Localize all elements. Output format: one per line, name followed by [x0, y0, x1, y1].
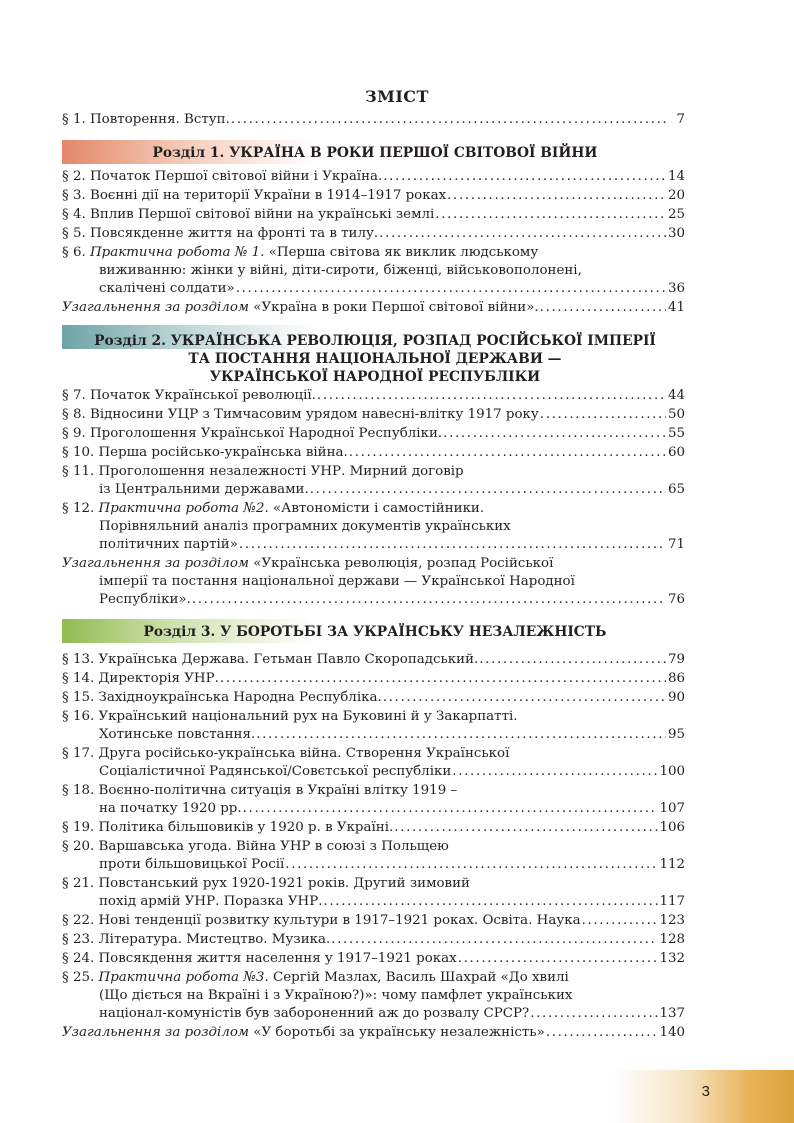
toc-entry-5[interactable]: [62, 225, 685, 243]
toc-entry-15[interactable]: [62, 689, 685, 707]
entry-page: 36: [667, 281, 685, 296]
entry-title: § 1. Повторення. Вступ.: [62, 112, 230, 127]
dot-leader: [546, 1024, 659, 1042]
entry-page: 123: [659, 913, 685, 928]
toc-entry-4[interactable]: [62, 206, 685, 224]
entry-page: 50: [667, 407, 685, 422]
entry-page: 90: [667, 690, 685, 705]
practical-work-label: Практична робота № 1.: [90, 245, 265, 260]
summary-label: Узагальнення за розділом: [62, 300, 249, 315]
dot-leader: [192, 591, 666, 609]
toc-entry-summary-1[interactable]: [62, 299, 685, 317]
summary-label: Узагальнення за розділом: [62, 556, 249, 571]
dot-leader: [530, 1005, 658, 1023]
entry-title: «Україна в роки Першої світової війни».: [253, 300, 539, 315]
dot-leader: [310, 481, 666, 499]
entry-title: § 2. Початок Першої світової війни і Україна.: [62, 169, 383, 184]
entry-page: 132: [659, 951, 685, 966]
toc-entry-24[interactable]: [62, 950, 685, 968]
entry-page: 60: [667, 445, 685, 460]
toc-entry-21[interactable]: [62, 875, 685, 911]
toc-entry-14[interactable]: [62, 670, 685, 688]
entry-page: 137: [659, 1006, 685, 1021]
entry-title: § 7. Початок Української революції.: [62, 388, 316, 403]
entry-page: 41: [667, 300, 685, 315]
section-2-heading: [62, 332, 688, 386]
section-2-heading-line: УКРАЇНСЬКОЇ НАРОДНОЇ РЕСПУБЛІКИ: [209, 369, 541, 385]
entry-title: Сергій Мазлах, Василь Шахрай «До хвилі: [272, 970, 569, 985]
entry-title-cont: Порівняльний аналіз програмних документів українських: [99, 519, 511, 534]
entry-title: § 13. Українська Держава. Гетьман Павло Скоропадський.: [62, 652, 479, 667]
entry-title-cont: на початку 1920 рр.: [99, 801, 242, 816]
entry-title: § 20. Варшавська угода. Війна УНР в союзі з Польщею: [62, 839, 449, 854]
dot-leader: [447, 187, 666, 205]
dot-leader: [243, 800, 659, 818]
entry-number: § 25.: [62, 970, 95, 985]
dot-leader: [540, 299, 666, 317]
toc-entry-summary-2[interactable]: [62, 555, 685, 609]
toc-entry-20[interactable]: [62, 838, 685, 874]
dot-leader: [239, 536, 666, 554]
dot-leader: [582, 912, 659, 930]
entry-title-cont: Хотинське повстання.: [99, 727, 256, 742]
entry-page: 100: [659, 764, 685, 779]
toc-entry-3[interactable]: [62, 187, 685, 205]
toc-entry-2[interactable]: [62, 168, 685, 186]
dot-leader: [383, 689, 666, 707]
section-2-heading-line: Розділ 2. УКРАЇНСЬКА РЕВОЛЮЦІЯ, РОЗПАД РОСІЙСЬКОЇ ІМПЕРІЇ: [94, 333, 656, 349]
dot-leader: [479, 651, 666, 669]
entry-title: § 8. Відносини УЦР з Тимчасовим урядом навесні-влітку 1917 року: [62, 407, 539, 422]
entry-title: § 24. Повсякдення життя населення у 1917–1921 роках: [62, 951, 457, 966]
dot-leader: [443, 425, 666, 443]
toc-entry-10[interactable]: [62, 444, 685, 462]
entry-title: § 19. Політика більшовиків у 1920 р. в Україні.: [62, 820, 394, 835]
toc-entry-16[interactable]: [62, 708, 685, 744]
toc-entry-13[interactable]: [62, 651, 685, 669]
entry-title-cont: (Що діється на Вкраїні і з Україною?)»: чому памфлет українських: [99, 988, 573, 1003]
toc-title: ЗМІСТ: [365, 87, 429, 106]
entry-number: § 12.: [62, 501, 95, 516]
entry-title-cont: похід армій УНР. Поразка УНР.: [99, 894, 323, 909]
toc-entry-summary-3[interactable]: [62, 1024, 685, 1042]
dot-leader: [220, 670, 666, 688]
dot-leader: [285, 856, 658, 874]
dot-leader: [349, 444, 666, 462]
section-2-heading-line: ТА ПОСТАННЯ НАЦІОНАЛЬНОЇ ДЕРЖАВИ —: [188, 351, 562, 367]
practical-work-label: Практична робота №3.: [98, 970, 269, 985]
entry-title-cont: виживанню: жінки у війні, діти-сироти, біженці, військовополонені,: [99, 263, 582, 278]
entry-title: «Перша світова як виклик людському: [268, 245, 539, 260]
entry-title-cont: із Центральними державами.: [99, 482, 309, 497]
dot-leader: [256, 726, 666, 744]
dot-leader: [394, 819, 658, 837]
entry-title: «Автономісти і самостійники.: [272, 501, 485, 516]
dot-leader: [323, 893, 658, 911]
entry-title-cont: Соціалістичної Радянської/Совєтської республіки: [99, 764, 452, 779]
entry-title: § 11. Проголошення незалежності УНР. Мирний договір: [62, 464, 464, 479]
entry-page: 20: [667, 188, 685, 203]
dot-leader: [379, 225, 666, 243]
entry-page: 30: [667, 226, 685, 241]
entry-page: 7: [676, 112, 685, 127]
toc-entry-17[interactable]: [62, 745, 685, 781]
dot-leader: [331, 931, 658, 949]
toc-entry-22[interactable]: [62, 912, 685, 930]
entry-title: § 18. Воєнно-політична ситуація в Україні влітку 1919 –: [62, 783, 458, 798]
toc-entry-18[interactable]: [62, 782, 685, 818]
practical-work-label: Практична робота №2.: [98, 501, 269, 516]
entry-page: 14: [667, 169, 685, 184]
dot-leader: [452, 763, 658, 781]
dot-leader: [236, 280, 666, 298]
entry-page: 65: [667, 482, 685, 497]
page-number: 3: [701, 1083, 710, 1100]
entry-title: § 16. Український національний рух на Буковині й у Закарпатті.: [62, 709, 518, 724]
entry-title: § 23. Література. Мистецтво. Музика.: [62, 932, 331, 947]
entry-title: § 10. Перша російсько-українська війна.: [62, 445, 348, 460]
entry-title: «У боротьбі за українську незалежність»: [253, 1025, 545, 1040]
dot-leader: [231, 111, 666, 129]
entry-page: 71: [667, 537, 685, 552]
entry-title: § 14. Директорія УНР.: [62, 671, 219, 686]
entry-page: 95: [667, 727, 685, 742]
entry-page: 112: [659, 857, 685, 872]
section-1-heading: Розділ 1. УКРАЇНА В РОКИ ПЕРШОЇ СВІТОВОЇ ВІЙНИ: [152, 145, 598, 161]
dot-leader: [383, 168, 666, 186]
entry-title-cont: скалічені солдати»: [99, 281, 235, 296]
entry-title: § 22. Нові тенденції розвитку культури в 1917–1921 роках. Освіта. Наука: [62, 913, 581, 928]
entry-title: § 17. Друга російсько-українська війна. Створення Української: [62, 746, 510, 761]
entry-page: 107: [659, 801, 685, 816]
toc-entry-6[interactable]: [62, 244, 685, 298]
entry-page: 140: [659, 1025, 685, 1040]
toc-entry-8[interactable]: [62, 406, 685, 424]
toc-entry-11[interactable]: [62, 463, 685, 499]
toc-entry-19[interactable]: [62, 819, 685, 837]
summary-label: Узагальнення за розділом: [62, 1025, 249, 1040]
entry-title-cont: проти більшовицької Росії: [99, 857, 285, 872]
toc-entry-7[interactable]: [62, 387, 685, 405]
toc-entry-1[interactable]: [62, 111, 685, 129]
entry-page: 55: [667, 426, 685, 441]
section-3-heading: Розділ 3. У БОРОТЬБІ ЗА УКРАЇНСЬКУ НЕЗАЛЕЖНІСТЬ: [143, 624, 607, 640]
toc-entry-25[interactable]: [62, 969, 685, 1023]
dot-leader: [435, 206, 666, 224]
entry-page: 86: [667, 671, 685, 686]
dot-leader: [540, 406, 666, 424]
entry-page: 25: [667, 207, 685, 222]
entry-title-cont: імперії та постання національної держави — Української Народної: [99, 574, 575, 589]
entry-title: § 21. Повстанський рух 1920-1921 років. Другий зимовий: [62, 876, 470, 891]
entry-page: 79: [667, 652, 685, 667]
entry-page: 128: [659, 932, 685, 947]
entry-title: § 5. Повсякденне життя на фронті та в тилу.: [62, 226, 379, 241]
entry-title: § 3. Воєнні дії на території України в 1914–1917 роках: [62, 188, 447, 203]
dot-leader: [317, 387, 666, 405]
entry-title-cont: політичних партій»: [99, 537, 238, 552]
toc-entry-23[interactable]: [62, 931, 685, 949]
entry-page: 44: [667, 388, 685, 403]
entry-title: § 15. Західноукраїнська Народна Республіка.: [62, 690, 382, 705]
entry-page: 106: [659, 820, 685, 835]
entry-page: 76: [667, 592, 685, 607]
entry-title-cont: націонал-комуністів був забороненний аж до розвалу СРСР?: [99, 1006, 530, 1021]
entry-title: § 9. Проголошення Української Народної Республіки.: [62, 426, 443, 441]
entry-number: § 6.: [62, 245, 86, 260]
toc-entry-12[interactable]: [62, 500, 685, 554]
toc-entry-9[interactable]: [62, 425, 685, 443]
entry-title-cont: Республіки».: [99, 592, 191, 607]
entry-page: 117: [659, 894, 685, 909]
dot-leader: [458, 950, 659, 968]
entry-title: «Українська революція, розпад Російської: [253, 556, 554, 571]
entry-title: § 4. Вплив Першої світової війни на українські землі: [62, 207, 435, 222]
